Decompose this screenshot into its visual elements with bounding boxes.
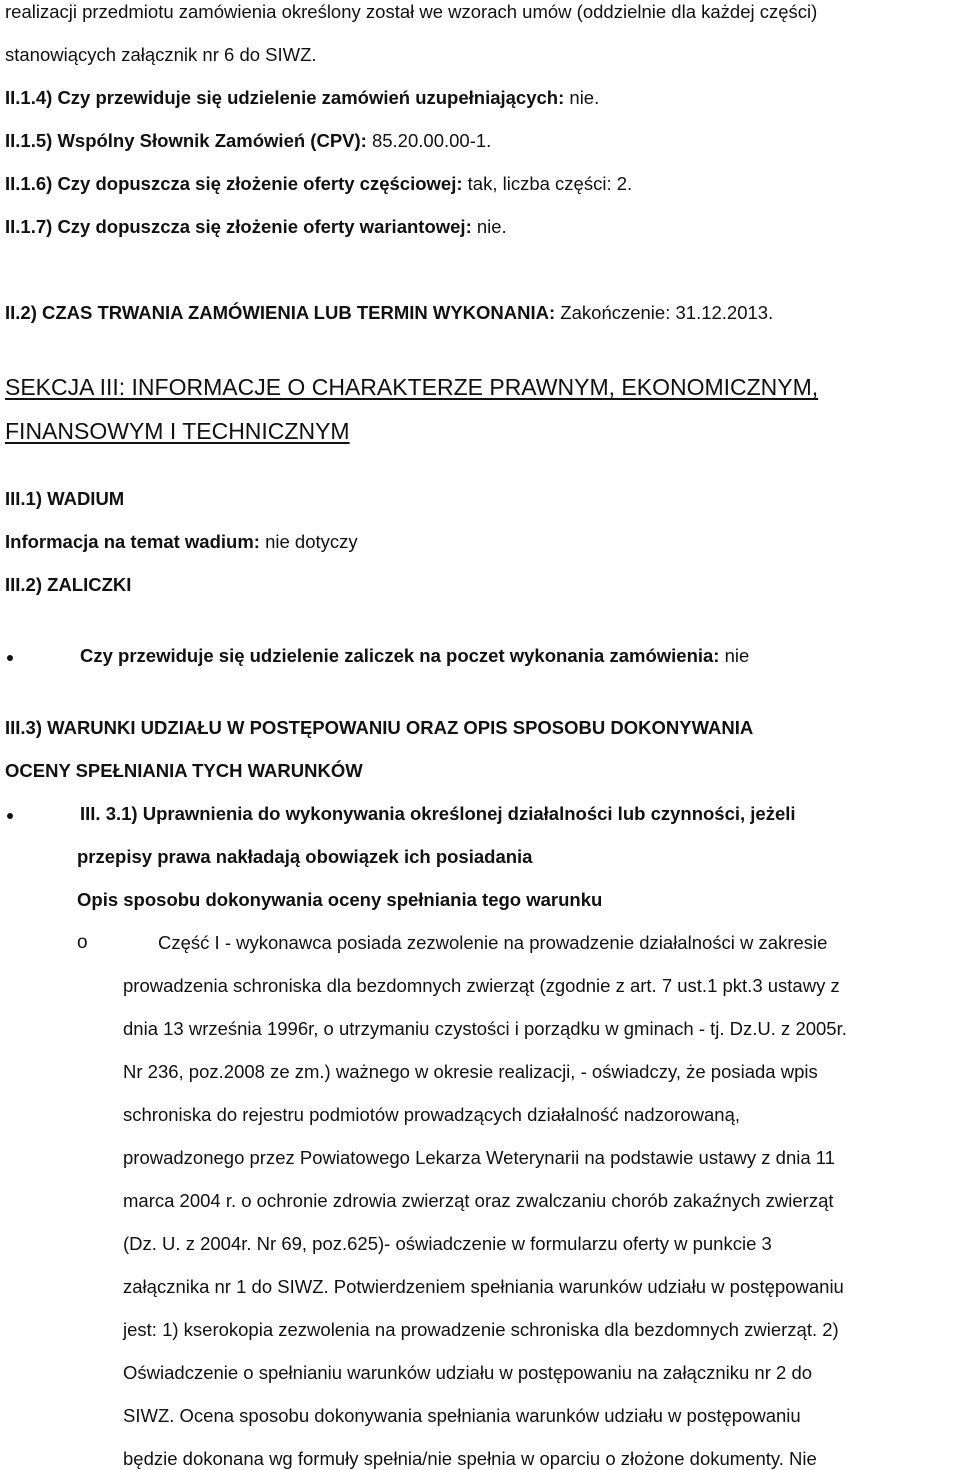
text-line: marca 2004 r. o ochronie zdrowia zwierząt oraz zwalczaniu chorób zakaźnych zwierząt xyxy=(123,1190,834,1211)
item-label: II.1.4) Czy przewiduje się udzielenie zamówień uzupełniających: xyxy=(5,87,565,108)
section-heading: SEKCJA III: INFORMACJE O CHARAKTERZE PRAWNYM, EKONOMICZNYM, xyxy=(5,374,819,400)
item-label: Informacja na temat wadium: xyxy=(5,531,260,552)
item-ii-1-6 xyxy=(5,173,632,195)
item-iii-3-heading: OCENY SPEŁNIANIA TYCH WARUNKÓW xyxy=(5,760,363,781)
section-heading: FINANSOWYM I TECHNICZNYM xyxy=(5,418,350,444)
item-value: tak, liczba części: 2. xyxy=(462,173,633,194)
text-line: dnia 13 września 1996r, o utrzymaniu czystości i porządku w gminach - tj. Dz.U. z 2005r. xyxy=(123,1018,847,1039)
text-line: prowadzonego przez Powiatowego Lekarza Weterynarii na podstawie ustawy z dnia 11 xyxy=(123,1147,835,1168)
text-line: SIWZ. Ocena sposobu dokonywania spełniania warunków udziału w postępowaniu xyxy=(123,1405,801,1426)
item-label: II.1.6) Czy dopuszcza się złożenie oferty częściowej: xyxy=(5,173,463,194)
item-label: Czy przewiduje się udzielenie zaliczek na poczet wykonania zamówienia: xyxy=(80,645,720,666)
item-label: II.2) CZAS TRWANIA ZAMÓWIENIA LUB TERMIN WYKONANIA: xyxy=(5,302,556,323)
text-line: przepisy prawa nakładają obowiązek ich posiadania xyxy=(77,846,533,867)
item-ii-1-4 xyxy=(5,87,599,109)
item-label: II.1.5) Wspólny Słownik Zamówień (CPV): xyxy=(5,130,367,151)
item-value: nie dotyczy xyxy=(259,531,358,552)
text-line: załącznika nr 1 do SIWZ. Potwierdzeniem spełniania warunków udziału w postępowaniu xyxy=(123,1276,844,1297)
bullet-item: III. 3.1) Uprawnienia do wykonywania określonej działalności lub czynności, jeżeli xyxy=(80,803,796,824)
item-iii-2-heading: III.2) ZALICZKI xyxy=(5,574,132,595)
item-iii-1-info xyxy=(5,531,358,553)
item-value: 85.20.00.00-1. xyxy=(366,130,492,151)
text-line: Opis sposobu dokonywania oceny spełniania tego warunku xyxy=(77,889,603,910)
text-line: realizacji przedmiotu zamówienia określony został we wzorach umów (oddzielnie dla każdej części) xyxy=(5,1,818,22)
item-iii-1-heading: III.1) WADIUM xyxy=(5,488,125,509)
text-line: schroniska do rejestru podmiotów prowadzących działalność nadzorowaną, xyxy=(123,1104,740,1125)
text-line: jest: 1) kserokopia zezwolenia na prowadzenie schroniska dla bezdomnych zwierząt. 2) xyxy=(123,1319,839,1340)
item-ii-1-7 xyxy=(5,216,507,238)
bullet-dot xyxy=(7,655,13,661)
bullet-circle: o xyxy=(77,932,88,953)
item-value: nie xyxy=(719,645,750,666)
item-iii-3-heading: III.3) WARUNKI UDZIAŁU W POSTĘPOWANIU ORAZ OPIS SPOSOBU DOKONYWANIA xyxy=(5,717,754,738)
item-value: Zakończenie: 31.12.2013. xyxy=(555,302,774,323)
item-value: nie. xyxy=(564,87,600,108)
item-label: II.1.7) Czy dopuszcza się złożenie oferty wariantowej: xyxy=(5,216,472,237)
item-ii-1-5 xyxy=(5,130,491,152)
text-line: będzie dokonana wg formuły spełnia/nie spełnia w oparciu o złożone dokumenty. Nie xyxy=(123,1448,817,1469)
text-line: Część I - wykonawca posiada zezwolenie na prowadzenie działalności w zakresie xyxy=(158,932,828,953)
item-value: nie. xyxy=(471,216,507,237)
text-line: Nr 236, poz.2008 ze zm.) ważnego w okresie realizacji, - oświadczy, że posiada wpis xyxy=(123,1061,818,1082)
text-line: stanowiących załącznik nr 6 do SIWZ. xyxy=(5,44,317,65)
bullet-item xyxy=(80,645,749,667)
text-line: prowadzenia schroniska dla bezdomnych zwierząt (zgodnie z art. 7 ust.1 pkt.3 ustawy z xyxy=(123,975,840,996)
item-ii-2 xyxy=(5,302,773,324)
text-line: Oświadczenie o spełnianiu warunków udziału w postępowaniu na załączniku nr 2 do xyxy=(123,1362,813,1383)
text-line: (Dz. U. z 2004r. Nr 69, poz.625)- oświadczenie w formularzu oferty w punkcie 3 xyxy=(123,1233,772,1254)
bullet-dot xyxy=(7,813,13,819)
